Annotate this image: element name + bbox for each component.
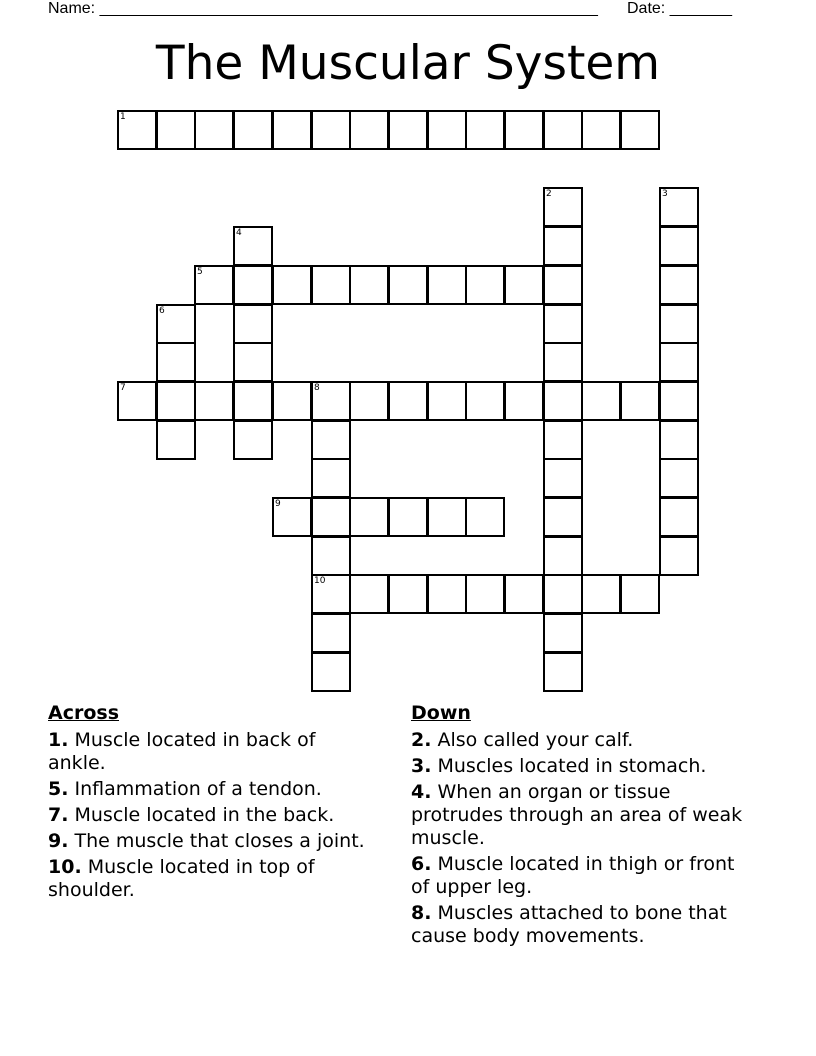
crossword-cell[interactable] bbox=[504, 110, 544, 150]
crossword-cell[interactable] bbox=[233, 342, 273, 382]
clue-number-label: 10 bbox=[314, 576, 326, 586]
crossword-cell[interactable] bbox=[233, 110, 273, 150]
crossword-cell[interactable] bbox=[543, 265, 583, 305]
crossword-cell[interactable] bbox=[581, 381, 621, 421]
crossword-cell[interactable] bbox=[388, 265, 428, 305]
crossword-cell[interactable] bbox=[427, 574, 467, 614]
crossword-cell[interactable] bbox=[311, 652, 351, 692]
crossword-cell[interactable] bbox=[543, 420, 583, 460]
crossword-cell[interactable] bbox=[427, 265, 467, 305]
crossword-cell[interactable] bbox=[117, 110, 157, 150]
clue-number-label: 1 bbox=[120, 112, 126, 122]
crossword-cell[interactable] bbox=[659, 187, 699, 227]
crossword-cell[interactable] bbox=[465, 497, 505, 537]
crossword-cell[interactable] bbox=[349, 265, 389, 305]
clue-down-2: 2. Also called your calf. bbox=[411, 729, 634, 751]
crossword-cell[interactable] bbox=[659, 381, 699, 421]
crossword-cell[interactable] bbox=[465, 381, 505, 421]
crossword-cell[interactable] bbox=[504, 265, 544, 305]
crossword-cell[interactable] bbox=[233, 265, 273, 305]
crossword-cell[interactable] bbox=[194, 265, 234, 305]
clue-number-label: 3 bbox=[662, 189, 668, 199]
clue-down-8: 8. Muscles attached to bone that cause body movements. bbox=[411, 902, 727, 947]
crossword-cell[interactable] bbox=[659, 304, 699, 344]
crossword-cell[interactable] bbox=[156, 110, 196, 150]
crossword-cell[interactable] bbox=[311, 574, 351, 614]
crossword-cell[interactable] bbox=[156, 420, 196, 460]
crossword-cell[interactable] bbox=[543, 497, 583, 537]
crossword-cell[interactable] bbox=[543, 187, 583, 227]
clue-number-label: 7 bbox=[120, 383, 126, 393]
crossword-cell[interactable] bbox=[543, 304, 583, 344]
clue-across-9: 9. The muscle that closes a joint. bbox=[48, 830, 365, 852]
crossword-cell[interactable] bbox=[427, 110, 467, 150]
crossword-cell[interactable] bbox=[311, 613, 351, 653]
crossword-cell[interactable] bbox=[388, 381, 428, 421]
crossword-cell[interactable] bbox=[543, 226, 583, 266]
down-heading: Down bbox=[411, 702, 471, 724]
crossword-cell[interactable] bbox=[311, 536, 351, 576]
crossword-cell[interactable] bbox=[543, 574, 583, 614]
crossword-cell[interactable] bbox=[194, 110, 234, 150]
crossword-cell[interactable] bbox=[659, 536, 699, 576]
crossword-cell[interactable] bbox=[620, 110, 660, 150]
across-clues bbox=[48, 702, 378, 905]
crossword-cell[interactable] bbox=[543, 458, 583, 498]
crossword-cell[interactable] bbox=[156, 342, 196, 382]
crossword-cell[interactable] bbox=[465, 110, 505, 150]
crossword-cell[interactable] bbox=[620, 574, 660, 614]
crossword-cell[interactable] bbox=[156, 304, 196, 344]
crossword-cell[interactable] bbox=[659, 497, 699, 537]
crossword-cell[interactable] bbox=[272, 497, 312, 537]
clue-across-5: 5. Inflammation of a tendon. bbox=[48, 778, 322, 800]
crossword-cell[interactable] bbox=[272, 265, 312, 305]
clue-number-label: 2 bbox=[546, 189, 552, 199]
crossword-cell[interactable] bbox=[465, 265, 505, 305]
clue-number-label: 6 bbox=[159, 306, 165, 316]
crossword-cell[interactable] bbox=[311, 265, 351, 305]
crossword-cell[interactable] bbox=[233, 304, 273, 344]
crossword-cell[interactable] bbox=[233, 420, 273, 460]
crossword-cell[interactable] bbox=[272, 110, 312, 150]
crossword-cell[interactable] bbox=[427, 381, 467, 421]
crossword-cell[interactable] bbox=[543, 342, 583, 382]
crossword-cell[interactable] bbox=[311, 110, 351, 150]
down-clues bbox=[411, 702, 751, 951]
crossword-cell[interactable] bbox=[349, 497, 389, 537]
crossword-cell[interactable] bbox=[349, 110, 389, 150]
clue-across-7: 7. Muscle located in the back. bbox=[48, 804, 335, 826]
crossword-cell[interactable] bbox=[543, 536, 583, 576]
crossword-cell[interactable] bbox=[194, 381, 234, 421]
across-heading: Across bbox=[48, 702, 120, 724]
clue-down-6: 6. Muscle located in thigh or front of upper leg. bbox=[411, 853, 735, 898]
clue-across-1: 1. Muscle located in back of ankle. bbox=[48, 729, 316, 774]
crossword-cell[interactable] bbox=[543, 652, 583, 692]
date-field-label: Date: _______ bbox=[627, 0, 732, 17]
crossword-cell[interactable] bbox=[659, 342, 699, 382]
crossword-cell[interactable] bbox=[311, 381, 351, 421]
crossword-cell[interactable] bbox=[233, 226, 273, 266]
crossword-cell[interactable] bbox=[543, 613, 583, 653]
crossword-cell[interactable] bbox=[311, 458, 351, 498]
crossword-cell[interactable] bbox=[659, 265, 699, 305]
crossword-cell[interactable] bbox=[620, 381, 660, 421]
crossword-cell[interactable] bbox=[581, 574, 621, 614]
clue-down-3: 3. Muscles located in stomach. bbox=[411, 755, 707, 777]
crossword-cell[interactable] bbox=[388, 497, 428, 537]
clue-number-label: 5 bbox=[197, 267, 203, 277]
crossword-cell[interactable] bbox=[117, 381, 157, 421]
clue-across-10: 10. Muscle located in top of shoulder. bbox=[48, 856, 315, 901]
crossword-cell[interactable] bbox=[427, 497, 467, 537]
crossword-cell[interactable] bbox=[311, 497, 351, 537]
crossword-cell[interactable] bbox=[581, 110, 621, 150]
clue-number-label: 4 bbox=[236, 228, 242, 238]
clue-number-label: 8 bbox=[314, 383, 320, 393]
name-field-label: Name: ________________________________________________________ bbox=[48, 0, 598, 17]
crossword-cell[interactable] bbox=[311, 420, 351, 460]
crossword-cell[interactable] bbox=[543, 381, 583, 421]
clue-number-label: 9 bbox=[275, 499, 281, 509]
crossword-cell[interactable] bbox=[233, 381, 273, 421]
crossword-cell[interactable] bbox=[349, 574, 389, 614]
crossword-cell[interactable] bbox=[504, 574, 544, 614]
crossword-cell[interactable] bbox=[659, 226, 699, 266]
crossword-cell[interactable] bbox=[465, 574, 505, 614]
crossword-cell[interactable] bbox=[388, 574, 428, 614]
crossword-cell[interactable] bbox=[543, 110, 583, 150]
clue-down-4: 4. When an organ or tissue protrudes through an area of weak muscle. bbox=[411, 781, 743, 849]
crossword-cell[interactable] bbox=[659, 420, 699, 460]
crossword-cell[interactable] bbox=[272, 381, 312, 421]
crossword-cell[interactable] bbox=[349, 381, 389, 421]
crossword-cell[interactable] bbox=[156, 381, 196, 421]
crossword-cell[interactable] bbox=[504, 381, 544, 421]
crossword-cell[interactable] bbox=[388, 110, 428, 150]
crossword-cell[interactable] bbox=[659, 458, 699, 498]
page-title: The Muscular System bbox=[155, 36, 661, 91]
